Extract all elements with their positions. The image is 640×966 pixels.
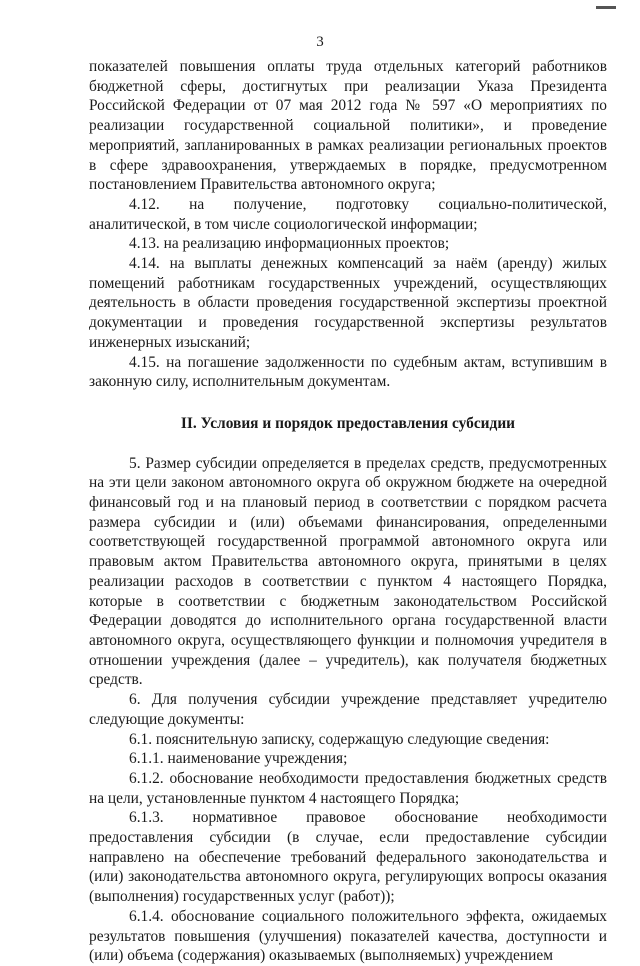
paragraph-5: 5. Размер субсидии определяется в пределах средств, предусмотренных на эти цели законом автономного округа об окружном бюджете на очередной финансовый год и на плановый период в соответствии с порядком расчета размера субсидии и (или) объемами финансирования, определенными соответствующей государственной программой автономного округа или правовым актом Правительства автономного округа, принятыми в целях реализации расходов в соответствии с пунктом 4 настоящего Порядка, которые в соответствии с бюджетным законодательством Российской Федерации доводятся до исполнительного органа государственной власти автономного округа, осуществляющего функции и полномочия учредителя в отношении учреждения (далее – учредитель), как получателя бюджетных средств. (89, 454, 607, 689)
document-body (89, 57, 607, 966)
paragraph-continuation: показателей повышения оплаты труда отдельных категорий работников бюджетной сферы, достигнутых при реализации Указа Президента Российской Федерации от 07 мая 2012 года № 597 «О мероприятиях по реализации государственной социальной политики», и проведение мероприятий, запланированных в рамках реализации региональных проектов в сфере здравоохранения, утверждаемых в порядке, предусмотренном постановлением Правительства автономного округа; (89, 58, 607, 194)
paragraph-4-14: 4.14. на выплаты денежных компенсаций за наём (аренду) жилых помещений работникам государственных учреждений, осуществляющих деятельность в области проведения государственной экспертизы проектной документации и проведения государственной экспертизы результатов инженерных изысканий; (89, 255, 607, 351)
paragraph-6: 6. Для получения субсидии учреждение представляет учредителю следующие документы: (89, 691, 607, 728)
paragraph-6-1-1: 6.1.1. наименование учреждения; (129, 750, 348, 768)
paragraph-6-1: 6.1. пояснительную записку, содержащую следующие сведения: (129, 730, 550, 748)
paragraph-4-15: 4.15. на погашение задолженности по судебным актам, вступившим в законную силу, исполнительным документам. (89, 353, 607, 391)
scan-mark (596, 6, 616, 9)
page-number: 3 (316, 34, 324, 50)
section-heading: II. Условия и порядок предоставления субсидии (180, 414, 516, 432)
paragraph-4-13: 4.13. на реализацию информационных проектов; (129, 235, 450, 253)
paragraph-4-12: 4.12. на получение, подготовку социально-политической, аналитической, в том числе социологической информации; (89, 195, 607, 233)
paragraph-6-1-3: 6.1.3. нормативное правовое обоснование необходимости предоставления субсидии (в случае, если предоставление субсидии направлено на обеспечение требований федерального законодательства и (или) законодательства автономного округа, регулирующих вопросы оказания (выполнения) государственных услуг (работ)); (89, 809, 607, 906)
paragraph-6-1-4: 6.1.4. обоснование социального положительного эффекта, ожидаемых результатов повышения (улучшения) показателей качества, доступности и (или) объема (содержания) оказываемых (выполняемых) учреждением (89, 907, 607, 965)
paragraph-6-1-2: 6.1.2. обоснование необходимости предоставления бюджетных средств на цели, установленные пунктом 4 настоящего Порядка; (89, 769, 607, 807)
